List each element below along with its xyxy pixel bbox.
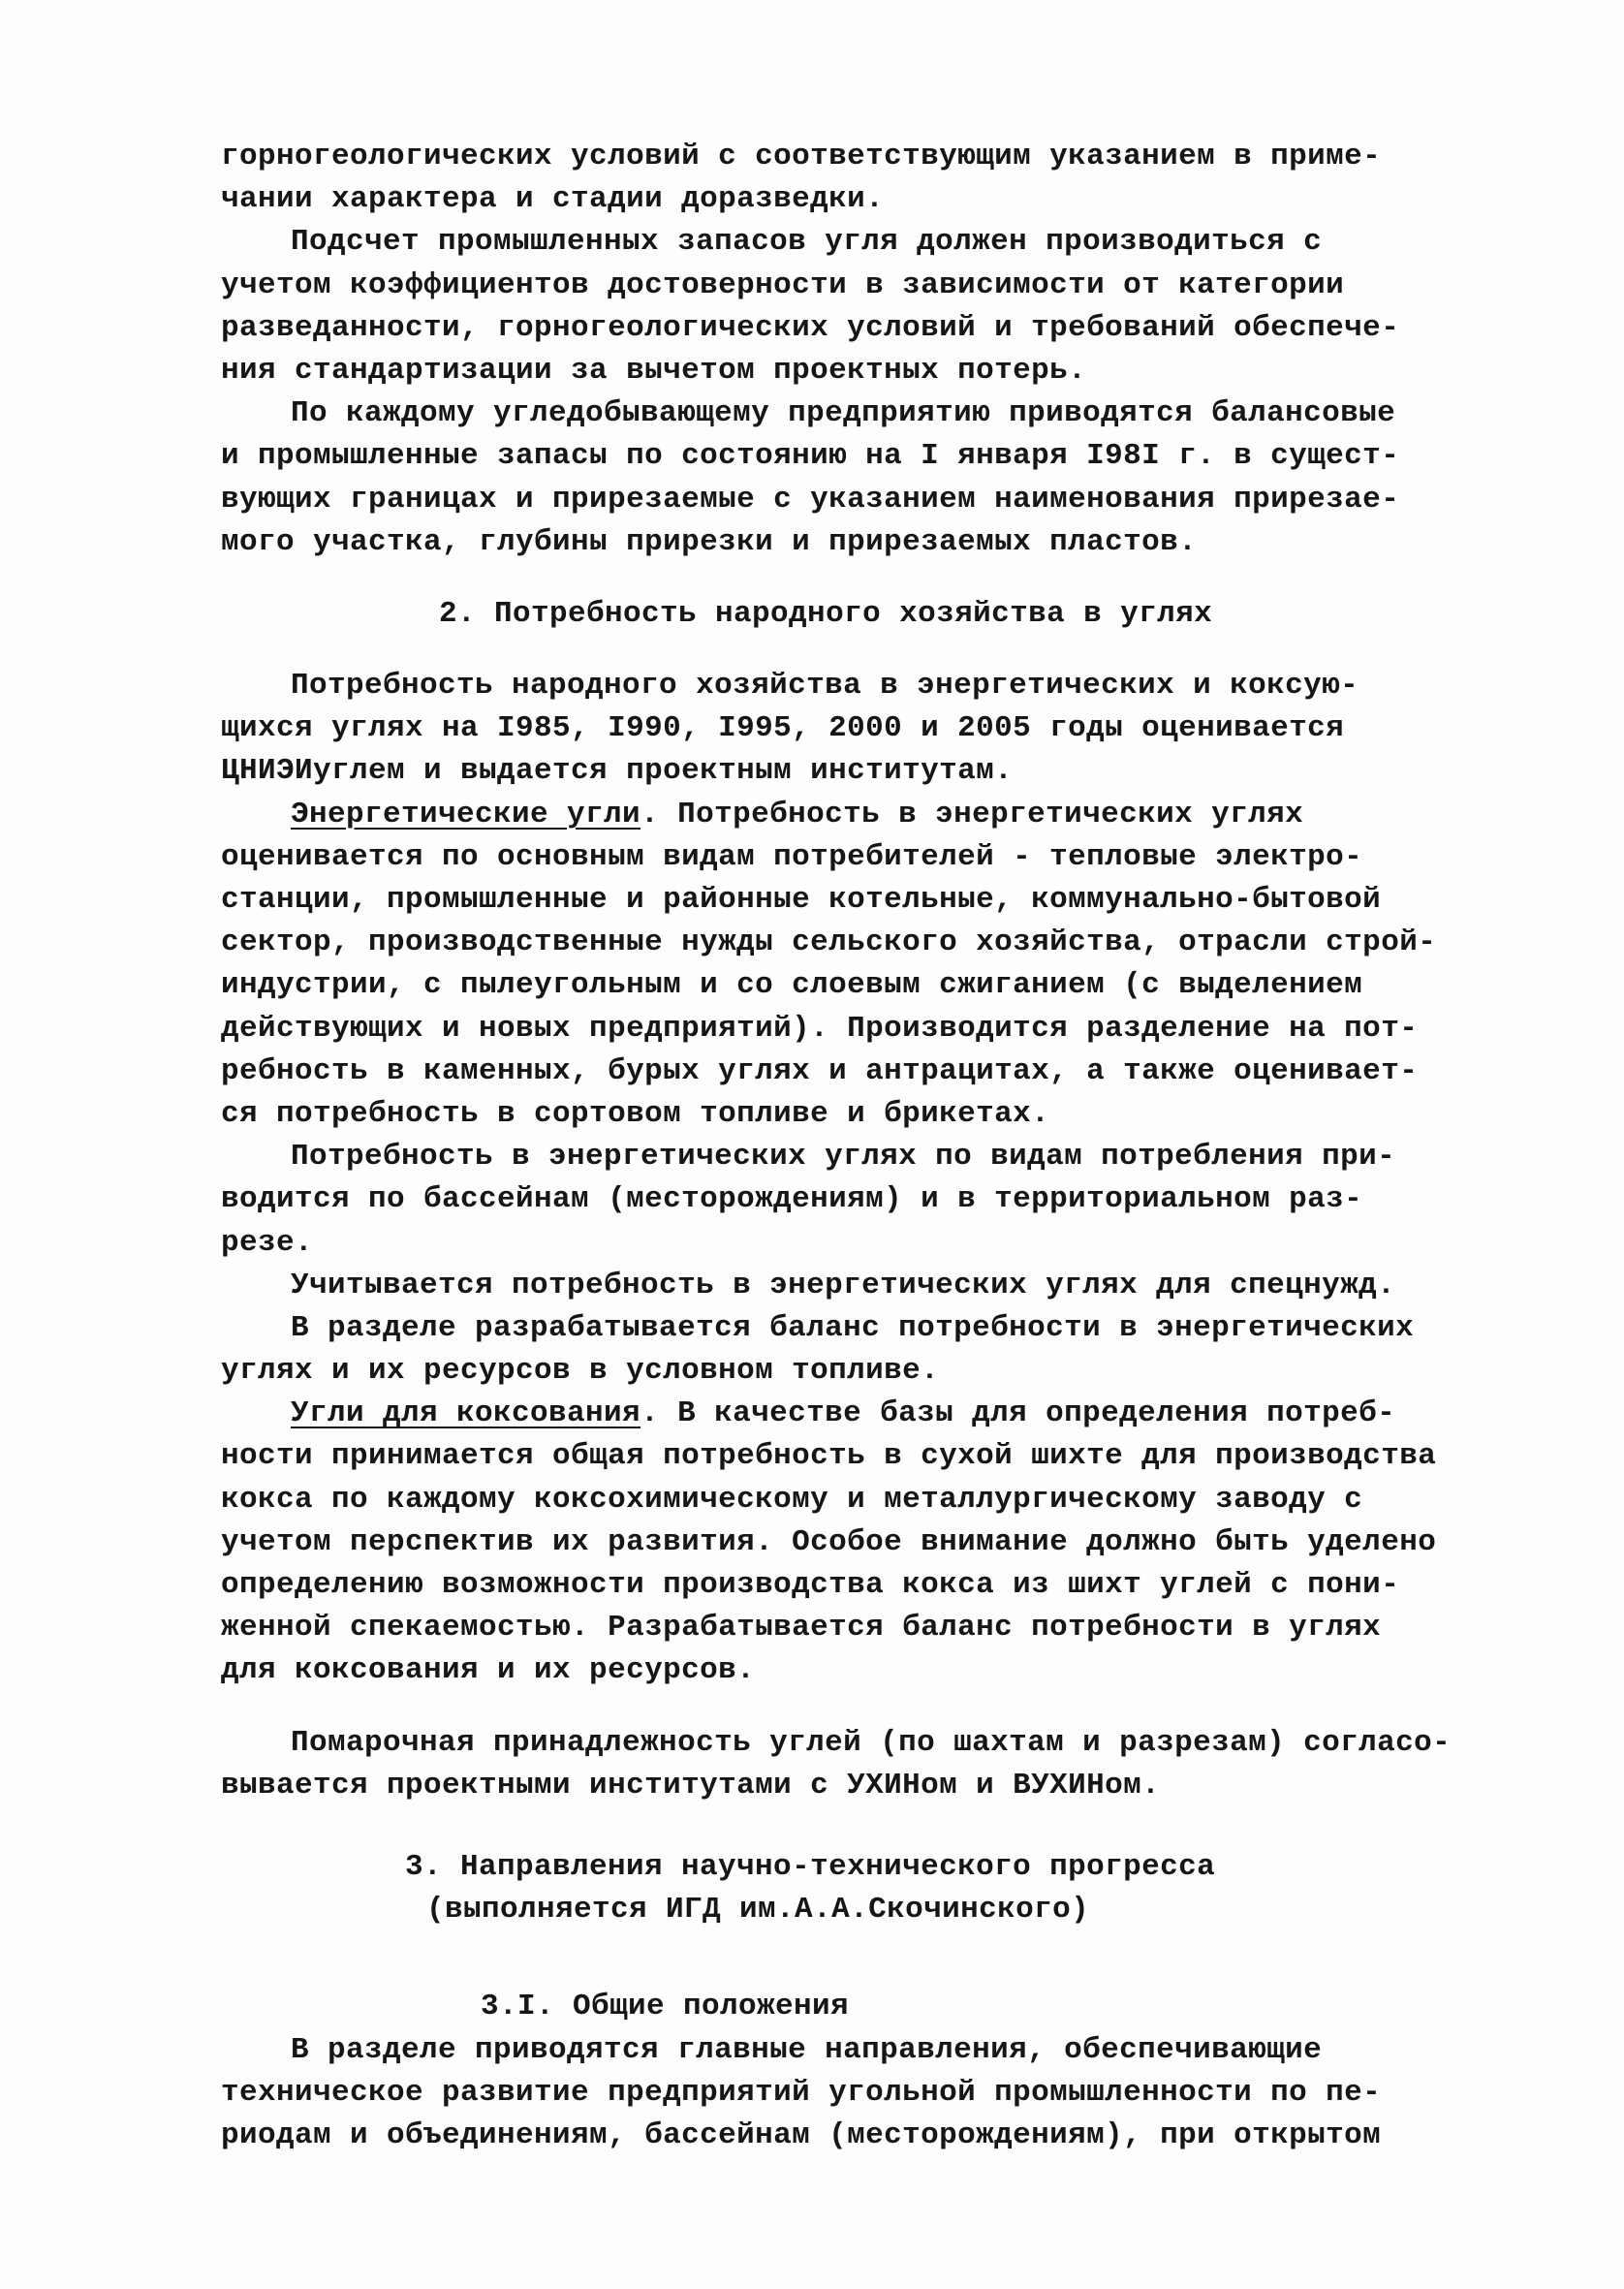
text-line: и промышленные запасы по состоянию на I января I98I г. в сущест- xyxy=(221,439,1400,474)
text-fragment: . В качестве базы для определения потреб- xyxy=(640,1396,1396,1431)
text-line: женной спекаемостью. Разрабатывается баланс потребности в углях xyxy=(221,1611,1382,1646)
text-line: углях и их ресурсов в условном топливе. xyxy=(221,1354,940,1389)
text-line: вующих границах и прирезаемые с указанием наименования прирезае- xyxy=(221,482,1400,517)
text-line: учетом коэффициентов достоверности в зависимости от категории xyxy=(221,267,1345,302)
section-heading-2: 2. Потребность народного хозяйства в углях xyxy=(439,596,1213,631)
subsection-heading-3-1: 3.I. Общие положения xyxy=(481,1990,850,2024)
text-line: ЦНИЭИуглем и выдается проектным институтам. xyxy=(221,754,1014,789)
text-line: По каждому угледобывающему предприятию приводятся балансовые xyxy=(291,396,1396,431)
underlined-term-coking-coals: Угли для коксования xyxy=(291,1396,641,1431)
text-line: сектор, производственные нужды сельского хозяйства, отрасли строй- xyxy=(221,925,1437,960)
text-line: чании характера и стадии доразведки. xyxy=(221,182,885,217)
text-line: резе. xyxy=(221,1225,314,1260)
text-line: ния стандартизации за вычетом проектных потерь. xyxy=(221,353,1087,388)
text-line: горногеологических условий с соответствующим указанием в приме- xyxy=(221,140,1382,173)
text-line: мого участка, глубины прирезки и прирезаемых пластов. xyxy=(221,524,1198,559)
underlined-term-energy-coals: Энергетические угли xyxy=(291,797,641,831)
text-line: риодам и объединениям, бассейнам (месторождениям), при открытом xyxy=(221,2117,1382,2152)
text-line: В разделе приводятся главные направления, обеспечивающие xyxy=(291,2032,1323,2067)
text-line: водится по бассейнам (месторождениям) и в территориальном раз- xyxy=(221,1182,1363,1217)
text-line: Потребность в энергетических углях по видам потребления при- xyxy=(291,1140,1396,1175)
text-line: действующих и новых предприятий). Производится разделение на пот- xyxy=(221,1011,1419,1046)
text-line: Потребность народного хозяйства в энергетических и коксую- xyxy=(291,669,1359,704)
text-line: Учитывается потребность в энергетических углях для спецнужд. xyxy=(291,1268,1396,1302)
document-body xyxy=(221,136,1452,2157)
text-line: Подсчет промышленных запасов угля должен производиться с xyxy=(291,225,1323,260)
text-line: ности принимается общая потребность в сухой шихте для производства xyxy=(221,1439,1437,1474)
text-line: определению возможности производства кокса из шихт углей с пони- xyxy=(221,1568,1400,1602)
text-line: ся потребность в сортовом топливе и брикетах. xyxy=(221,1096,1050,1131)
text-line: станции, промышленные и районные котельные, коммунально-бытовой xyxy=(221,883,1382,917)
text-line: индустрии, с пылеугольным и со слоевым сжиганием (с выделением xyxy=(221,968,1363,1003)
text-line: В разделе разрабатывается баланс потребности в энергетических xyxy=(291,1310,1415,1345)
text-line xyxy=(221,794,1442,836)
text-line: оценивается по основным видам потребителей - тепловые электро- xyxy=(221,839,1363,874)
text-line xyxy=(221,1393,1442,1435)
text-line: техническое развитие предприятий угольной промышленности по пе- xyxy=(221,2075,1382,2110)
text-line: кокса по каждому коксохимическому и металлургическому заводу с xyxy=(221,1482,1363,1517)
text-line: Помарочная принадлежность углей (по шахтам и разрезам) согласо- xyxy=(291,1725,1452,1760)
text-line: ребность в каменных, бурых углях и антрацитах, а также оценивает- xyxy=(221,1053,1419,1088)
text-line: щихся углях на I985, I990, I995, 2000 и 2005 годы оценивается xyxy=(221,711,1345,746)
text-line: для коксования и их ресурсов. xyxy=(221,1653,756,1688)
section-heading-3-subtitle: (выполняется ИГД им.А.А.Скочинского) xyxy=(426,1893,1090,1928)
text-line: вывается проектными институтами с УХИНом и ВУХИНом. xyxy=(221,1768,1161,1803)
text-line: разведанности, горногеологических условий и требований обеспече- xyxy=(221,310,1400,345)
section-heading-3: 3. Направления научно-технического прогресса xyxy=(405,1849,1216,1884)
text-line: учетом перспектив их развития. Особое внимание должно быть уделено xyxy=(221,1524,1437,1559)
text-fragment: . Потребность в энергетических углях xyxy=(640,797,1304,831)
